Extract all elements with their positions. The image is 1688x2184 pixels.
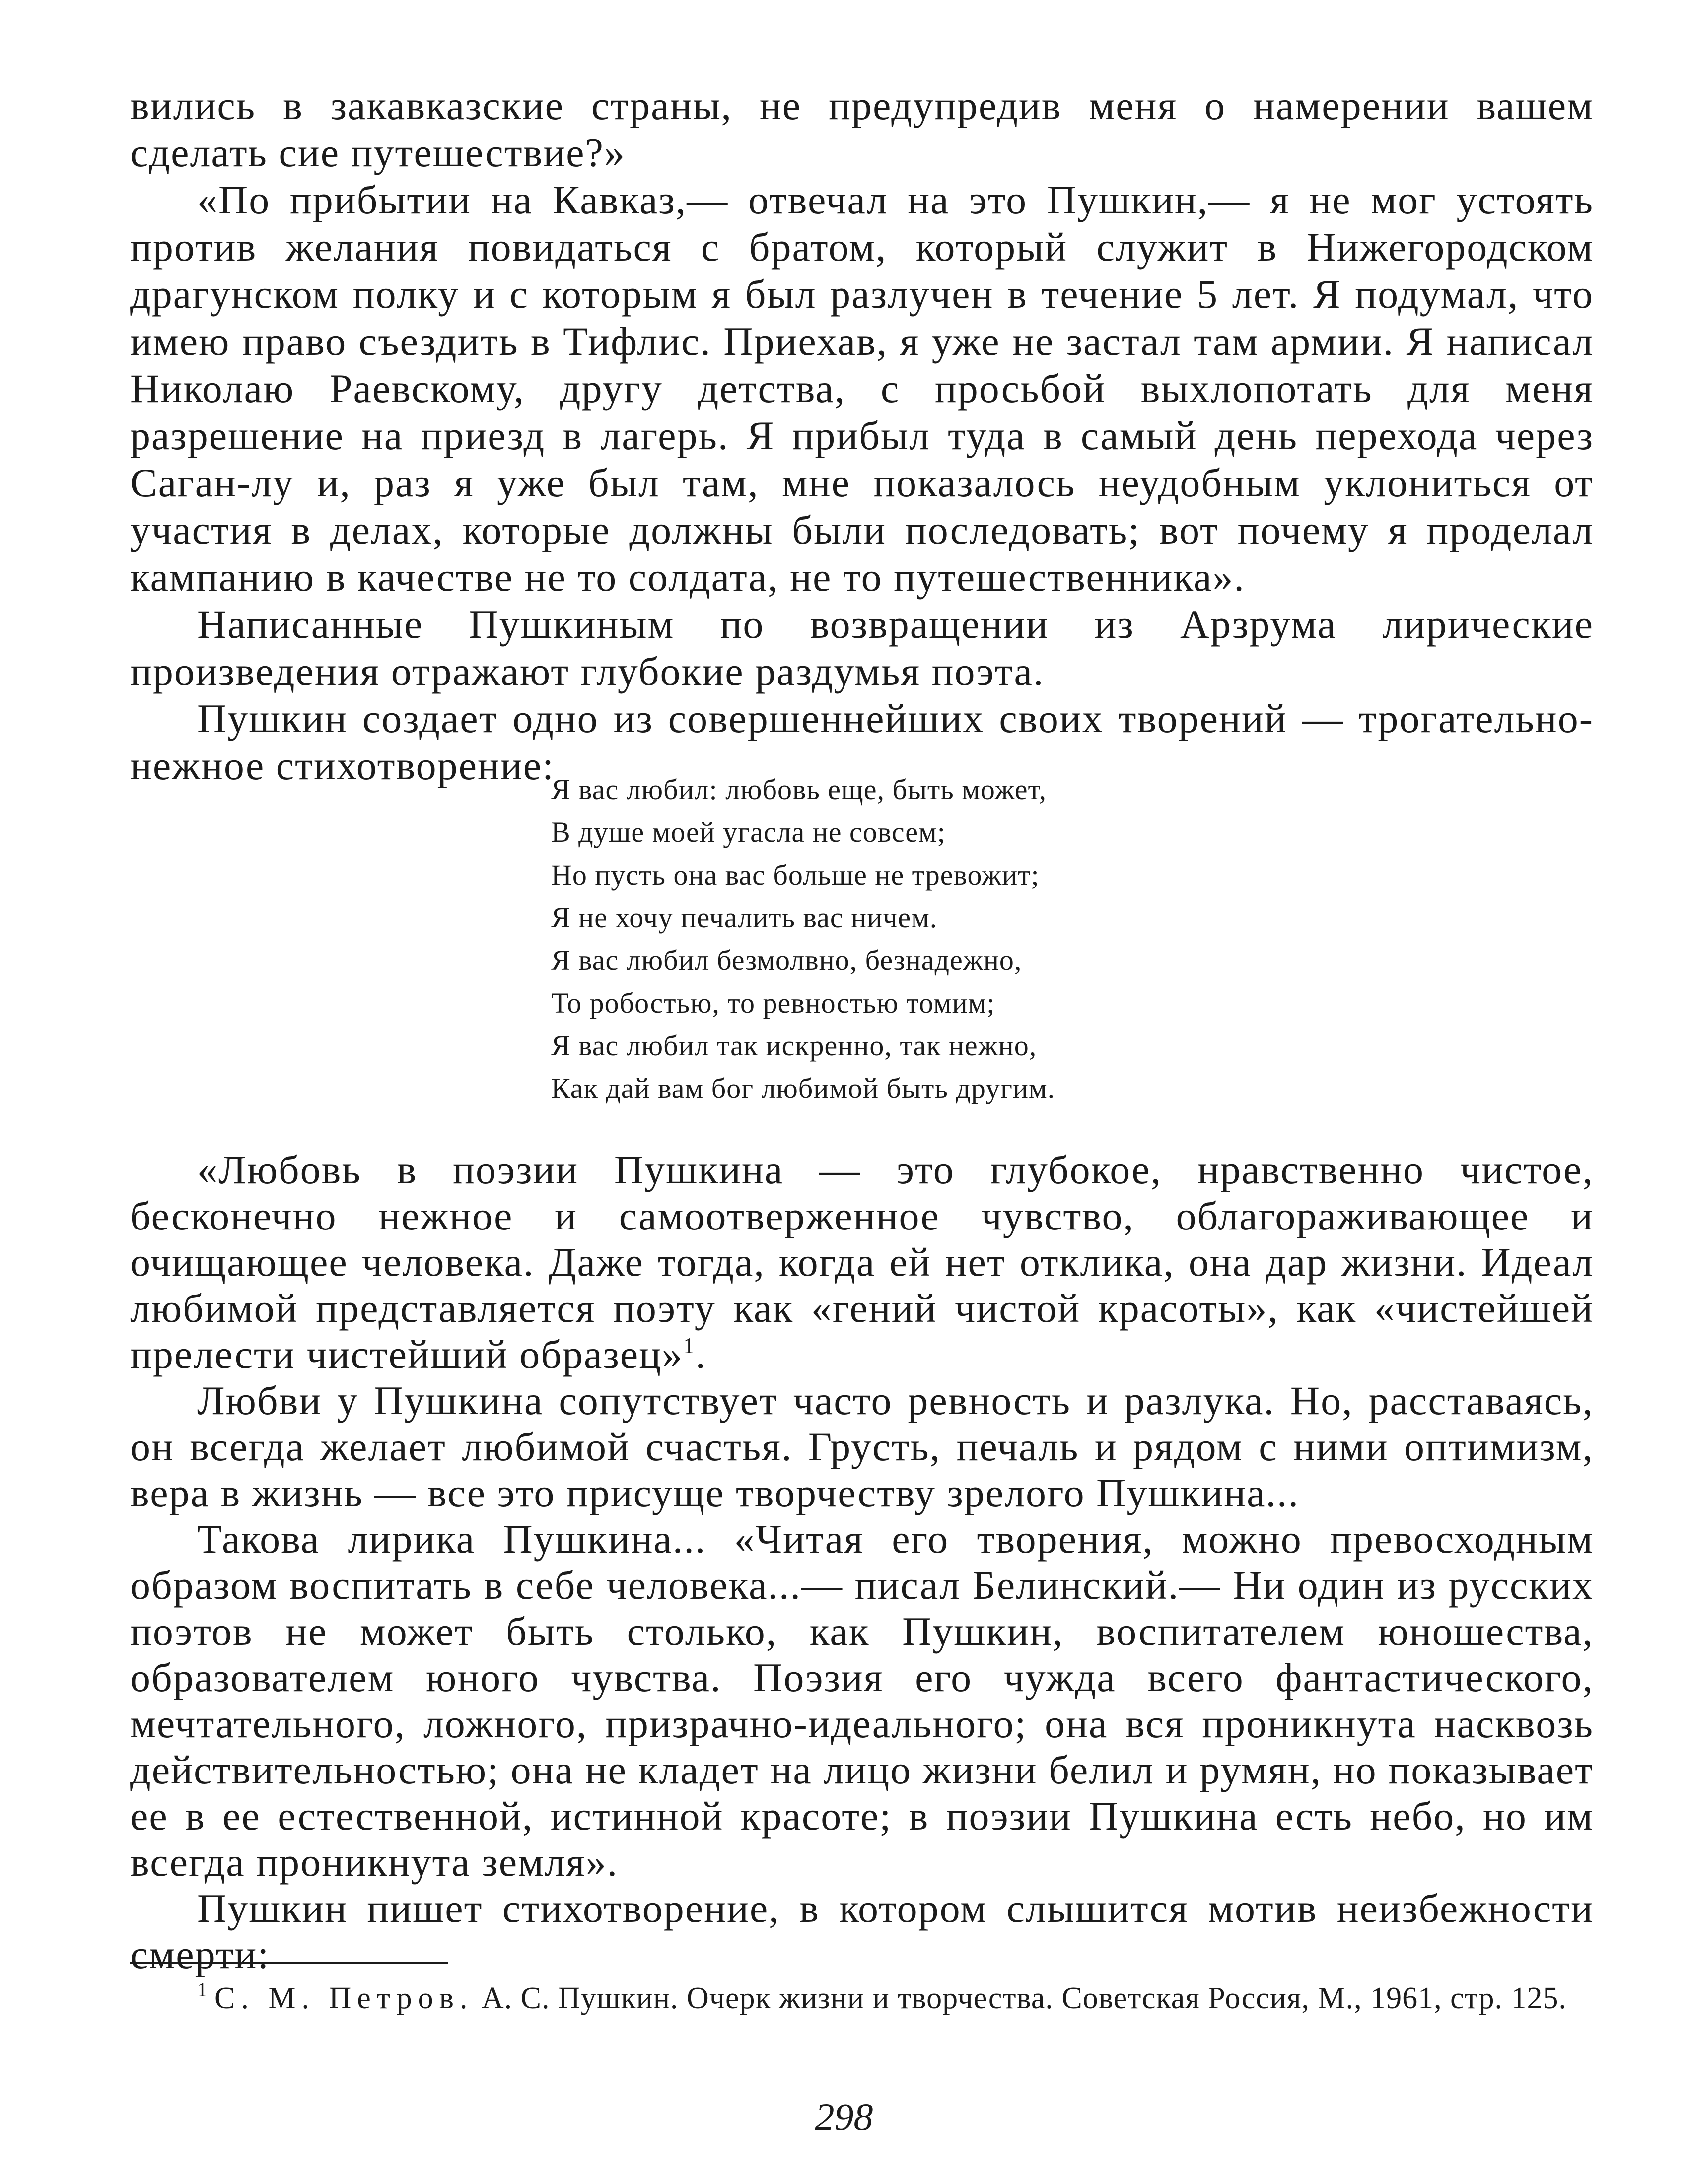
footnote-mark: 1 bbox=[197, 1979, 208, 2001]
poem-line: Я вас любил так искренно, так нежно, bbox=[551, 1029, 1037, 1062]
paragraph-death-motif: Пушкин пишет стихотворение, в котором слышится мотив неизбежности смерти: bbox=[130, 1886, 1594, 1977]
poem-line: Я не хочу печалить вас ничем. bbox=[551, 901, 938, 934]
paragraph-love-jealousy: Любви у Пушкина сопутствует часто ревность и разлука. Но, расставаясь, он всегда желает любимой счастья. Грусть, печаль и рядом с ними оптимизм, вера в жизнь — все это присуще творчеству зрелого Пушкина... bbox=[130, 1378, 1594, 1515]
footnote-author: С. М. Петров. bbox=[214, 1981, 474, 2015]
paragraph-continuation: вились в закавказские страны, не предупредив меня о намерении вашем сделать сие путешествие?» bbox=[130, 83, 1594, 175]
poem-ya-vas-lyubil bbox=[551, 768, 1055, 1110]
poem-line: Я вас любил: любовь еще, быть может, bbox=[551, 773, 1047, 806]
paragraph-belinsky: Такова лирика Пушкина... «Читая его творения, можно превосходным образом воспитать в себе человека...— писал Белинский.— Ни один из русских поэтов не может быть столько, как Пушкин, воспитателем юношества, образователем юного чувства. Поэзия его чужда всего фантастического, мечтательного, ложного, призрачно-идеального; она вся проникнута насквозь действительностью; она не кладет на лицо жизни белил и румян, но показывает ее в ее естественной, истинной красоте; в поэзии Пушкина есть небо, но им всегда проникнута земля». bbox=[130, 1516, 1594, 1885]
paragraph-pushkin-answer: «По прибытии на Кавказ,— отвечал на это Пушкин,— я не мог устоять против желания повидаться с братом, который служит в Нижегородском драгунском полку и с которым я был разлучен в течение 5 лет. Я подумал, что имею право съездить в Тифлис. Приехав, я уже не застал там армии. Я написал Николаю Раевскому, другу детства, с просьбой выхлопотать для меня разрешение на приезд в лагерь. Я прибыл туда в самый день перехода через Саган-лу и, раз я уже был там, мне показалось неудобным уклониться от участия в делах, которые должны были последовать; вот почему я проделал кампанию в качестве не то солдата, не то путешественника». bbox=[130, 177, 1594, 600]
footnote bbox=[130, 1971, 1594, 2018]
poem-line: Как дай вам бог любимой быть другим. bbox=[551, 1072, 1055, 1104]
poem-line: Я вас любил безмолвно, безнадежно, bbox=[551, 944, 1022, 976]
paragraph-poem-intro: Пушкин создает одно из совершеннейших своих творений — трогательно-нежное стихотворение: bbox=[130, 696, 1594, 788]
poem-line: То робостью, то ревностью томим; bbox=[551, 987, 995, 1019]
body-text-top bbox=[130, 82, 1594, 789]
page-number: 298 bbox=[815, 2095, 873, 2138]
footnote-citation: А. С. Пушкин. Очерк жизни и творчества. Советская Россия, М., 1961, стр. 125. bbox=[481, 1981, 1567, 2015]
quote-text: «Любовь в поэзии Пушкина — это глубокое, нравственно чистое, бесконечно нежное и самоотверженное чувство, облагораживающее и очищающее человека. Даже тогда, когда ей нет отклика, она дар жизни. Идеал любимой представляется поэту как «гений чистой красоты», как «чистейшей прелести чистейший образец» bbox=[130, 1147, 1594, 1377]
paragraph-lyric-works: Написанные Пушкиным по возвращении из Арзрума лирические произведения отражают глубокие раздумья поэта. bbox=[130, 602, 1594, 694]
footnote-reference[interactable]: 1 bbox=[683, 1333, 696, 1358]
paragraph-love-quote bbox=[130, 1147, 1594, 1377]
quote-end: . bbox=[695, 1332, 707, 1377]
body-text-bottom bbox=[130, 1147, 1594, 1978]
footnote-divider bbox=[130, 1962, 448, 1964]
poem-line: Но пусть она вас больше не тревожит; bbox=[551, 859, 1040, 891]
poem-line: В душе моей угасла не совсем; bbox=[551, 816, 946, 848]
